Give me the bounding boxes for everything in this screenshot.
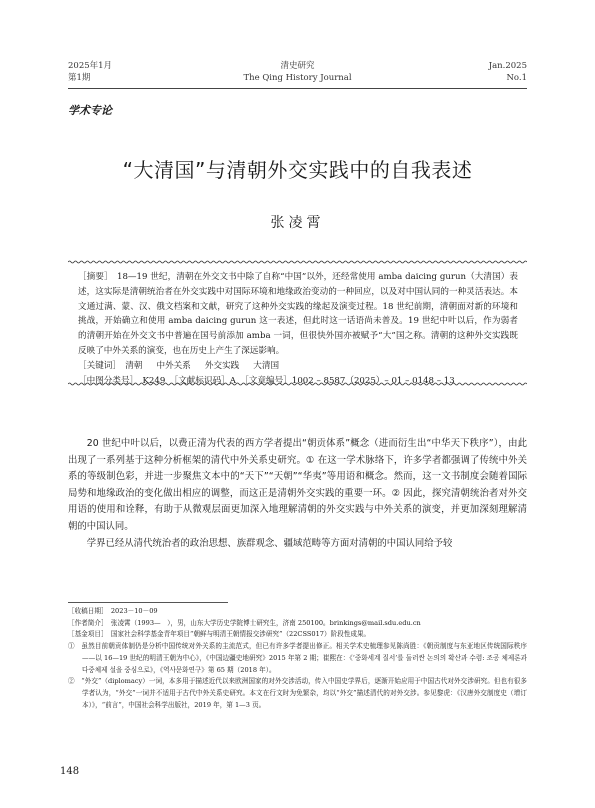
body-paragraph: 学界已经从清代统治者的政治思想、族群观念、疆域范畴等方面对清朝的中国认同给予较 — [86, 537, 453, 549]
footnotes — [68, 606, 527, 711]
doc-code: A — [229, 375, 236, 386]
received-date: ［收稿日期］ 2023－10－09 — [68, 607, 158, 615]
clc-label: ［中图分类号］ — [78, 375, 134, 386]
abstract-text: 18—19 世纪，清朝在外交文书中除了自称“中国”以外，还经常使用 amba daicing gurun（大清国）表述，这实际是清朝统治者在外交实践中对国际环境和地缘政治变动的一种回应，以及对中国认同的一种灵活表达。本文通过满、蒙、汉、俄文档案和文献，研究了这种外交实践的缘起及演变过程。18 世纪前期，清朝面对新的环境和挑战，开始确立和使用 amba daicing gurun 这一表述，但此时这一话语尚未普及。19 世纪中叶以后，作为弱者的清朝开始在外交文书中普遍在国号前添加 amba 一词，但很快外国亦被赋予“大”国之称。清朝的这种外交实践既反映了中外关系的演变，也在历史上产生了深远影响。 — [78, 272, 518, 356]
keywords — [78, 359, 518, 374]
running-header-right — [489, 60, 527, 84]
article-number-label: ［文章编号］ — [244, 375, 292, 386]
header-issue-en: No.1 — [506, 73, 527, 83]
keyword: 外交实践 — [204, 360, 240, 371]
author-name: 张凌霄 — [270, 215, 325, 231]
page-number: 148 — [60, 766, 80, 777]
footnote: ② “外交”（diplomacy）一词，本多用于描述近代以来欧洲国家的对外交涉活动，传入中国史学界后，逐渐开始应用于中国古代对外交涉研究。但也有很多学者认为，“外交”一词并不适用于古代中外关系史研究。本文在行文时为免繁杂，均以“外交”描述清代的对外交涉。参见黎虎：《汉唐外交制度史（增订本）》，“前言”，中国社会科学出版社，2019 年，第 1—3 页。 — [68, 677, 527, 709]
abstract — [78, 270, 518, 359]
fund-info: ［基金项目］ 国家社会科学基金青年项目“朝鲜与明清王朝情报交涉研究”（22CSS017）阶段性成果。 — [68, 630, 371, 639]
journal-name-en: The Qing History Journal — [243, 73, 352, 83]
abstract-label: ［摘要］ — [78, 272, 109, 282]
keyword: 大清国 — [253, 360, 280, 371]
body-paragraph: 20 世纪中叶以后，以费正清为代表的西方学者提出“朝贡体系”概念（进而衍生出“中华天下秩序”），由此出现了一系列基于这种分析框架的清代中外关系史研究。① 在这一学术脉络下，许多学者都强调了传统中外关系的等级制色彩，并进一步聚焦文本中的“天下”“天朝”“华夷”等用语和概念。然而，这一文书制度会随着国际局势和地缘政治的变化做出相应的调整，而这正是清朝外交实践的重要一环。② 因此，探究清朝统治者对外交用语的使用和诠释，有助于从微观层面更加深入地理解清朝的外交实践与中外关系的演变，并更加深刻理解清朝的中国认同。 — [68, 438, 527, 532]
doc-code-label: ［文献标识码］ — [173, 375, 230, 386]
article-number: 1002 – 8587（2025）– 01 – 0148 – 13 — [291, 375, 455, 386]
wavy-divider-bottom — [68, 382, 527, 386]
header-issue: 第1期 — [68, 73, 91, 83]
header-divider — [68, 88, 527, 89]
footnote-divider — [68, 602, 228, 603]
keyword: 清朝 — [125, 360, 143, 371]
footnote: ① 虽然目前朝贡体制仍是分析中国传统对外关系的主流范式，但已有许多学者提出修正。相关学术史梳理参见陈尚胜：《朝贡制度与东亚地区传统国际秩序——以 16—19 世纪的明清王朝为中心》，《中国边疆史地研究》2015 年第 2 期；崔熙在：《‘중화세계 질서’를 둘러싼 논의의 확산과 수렴: 조공 체제론과 다중체제 설을 중심으로》，《역사문화연구》第 65 期（2018 年）。 — [68, 642, 527, 674]
body-text — [68, 436, 527, 552]
keyword: 中外关系 — [156, 360, 191, 371]
header-date-en: Jan.2025 — [488, 61, 527, 71]
keywords-label: ［关键词］ — [78, 360, 117, 371]
author-intro: ［作者简介］ 张凌霄（1993— ），男，山东大学历史学院博士研究生，济南 250100。brinkings@mail.sdu.edu.cn — [68, 618, 421, 627]
classification-line — [78, 374, 518, 389]
article-title: “大清国”与清朝外交实践中的自我表述 — [122, 158, 473, 182]
header-date: 2025年1月 — [68, 61, 113, 71]
clc-code: K249 — [142, 375, 166, 386]
abstract-block — [78, 270, 518, 388]
wavy-divider-top — [68, 260, 527, 264]
section-tag: 学术专论 — [68, 104, 112, 117]
journal-name-cn: 清史研究 — [280, 61, 315, 71]
